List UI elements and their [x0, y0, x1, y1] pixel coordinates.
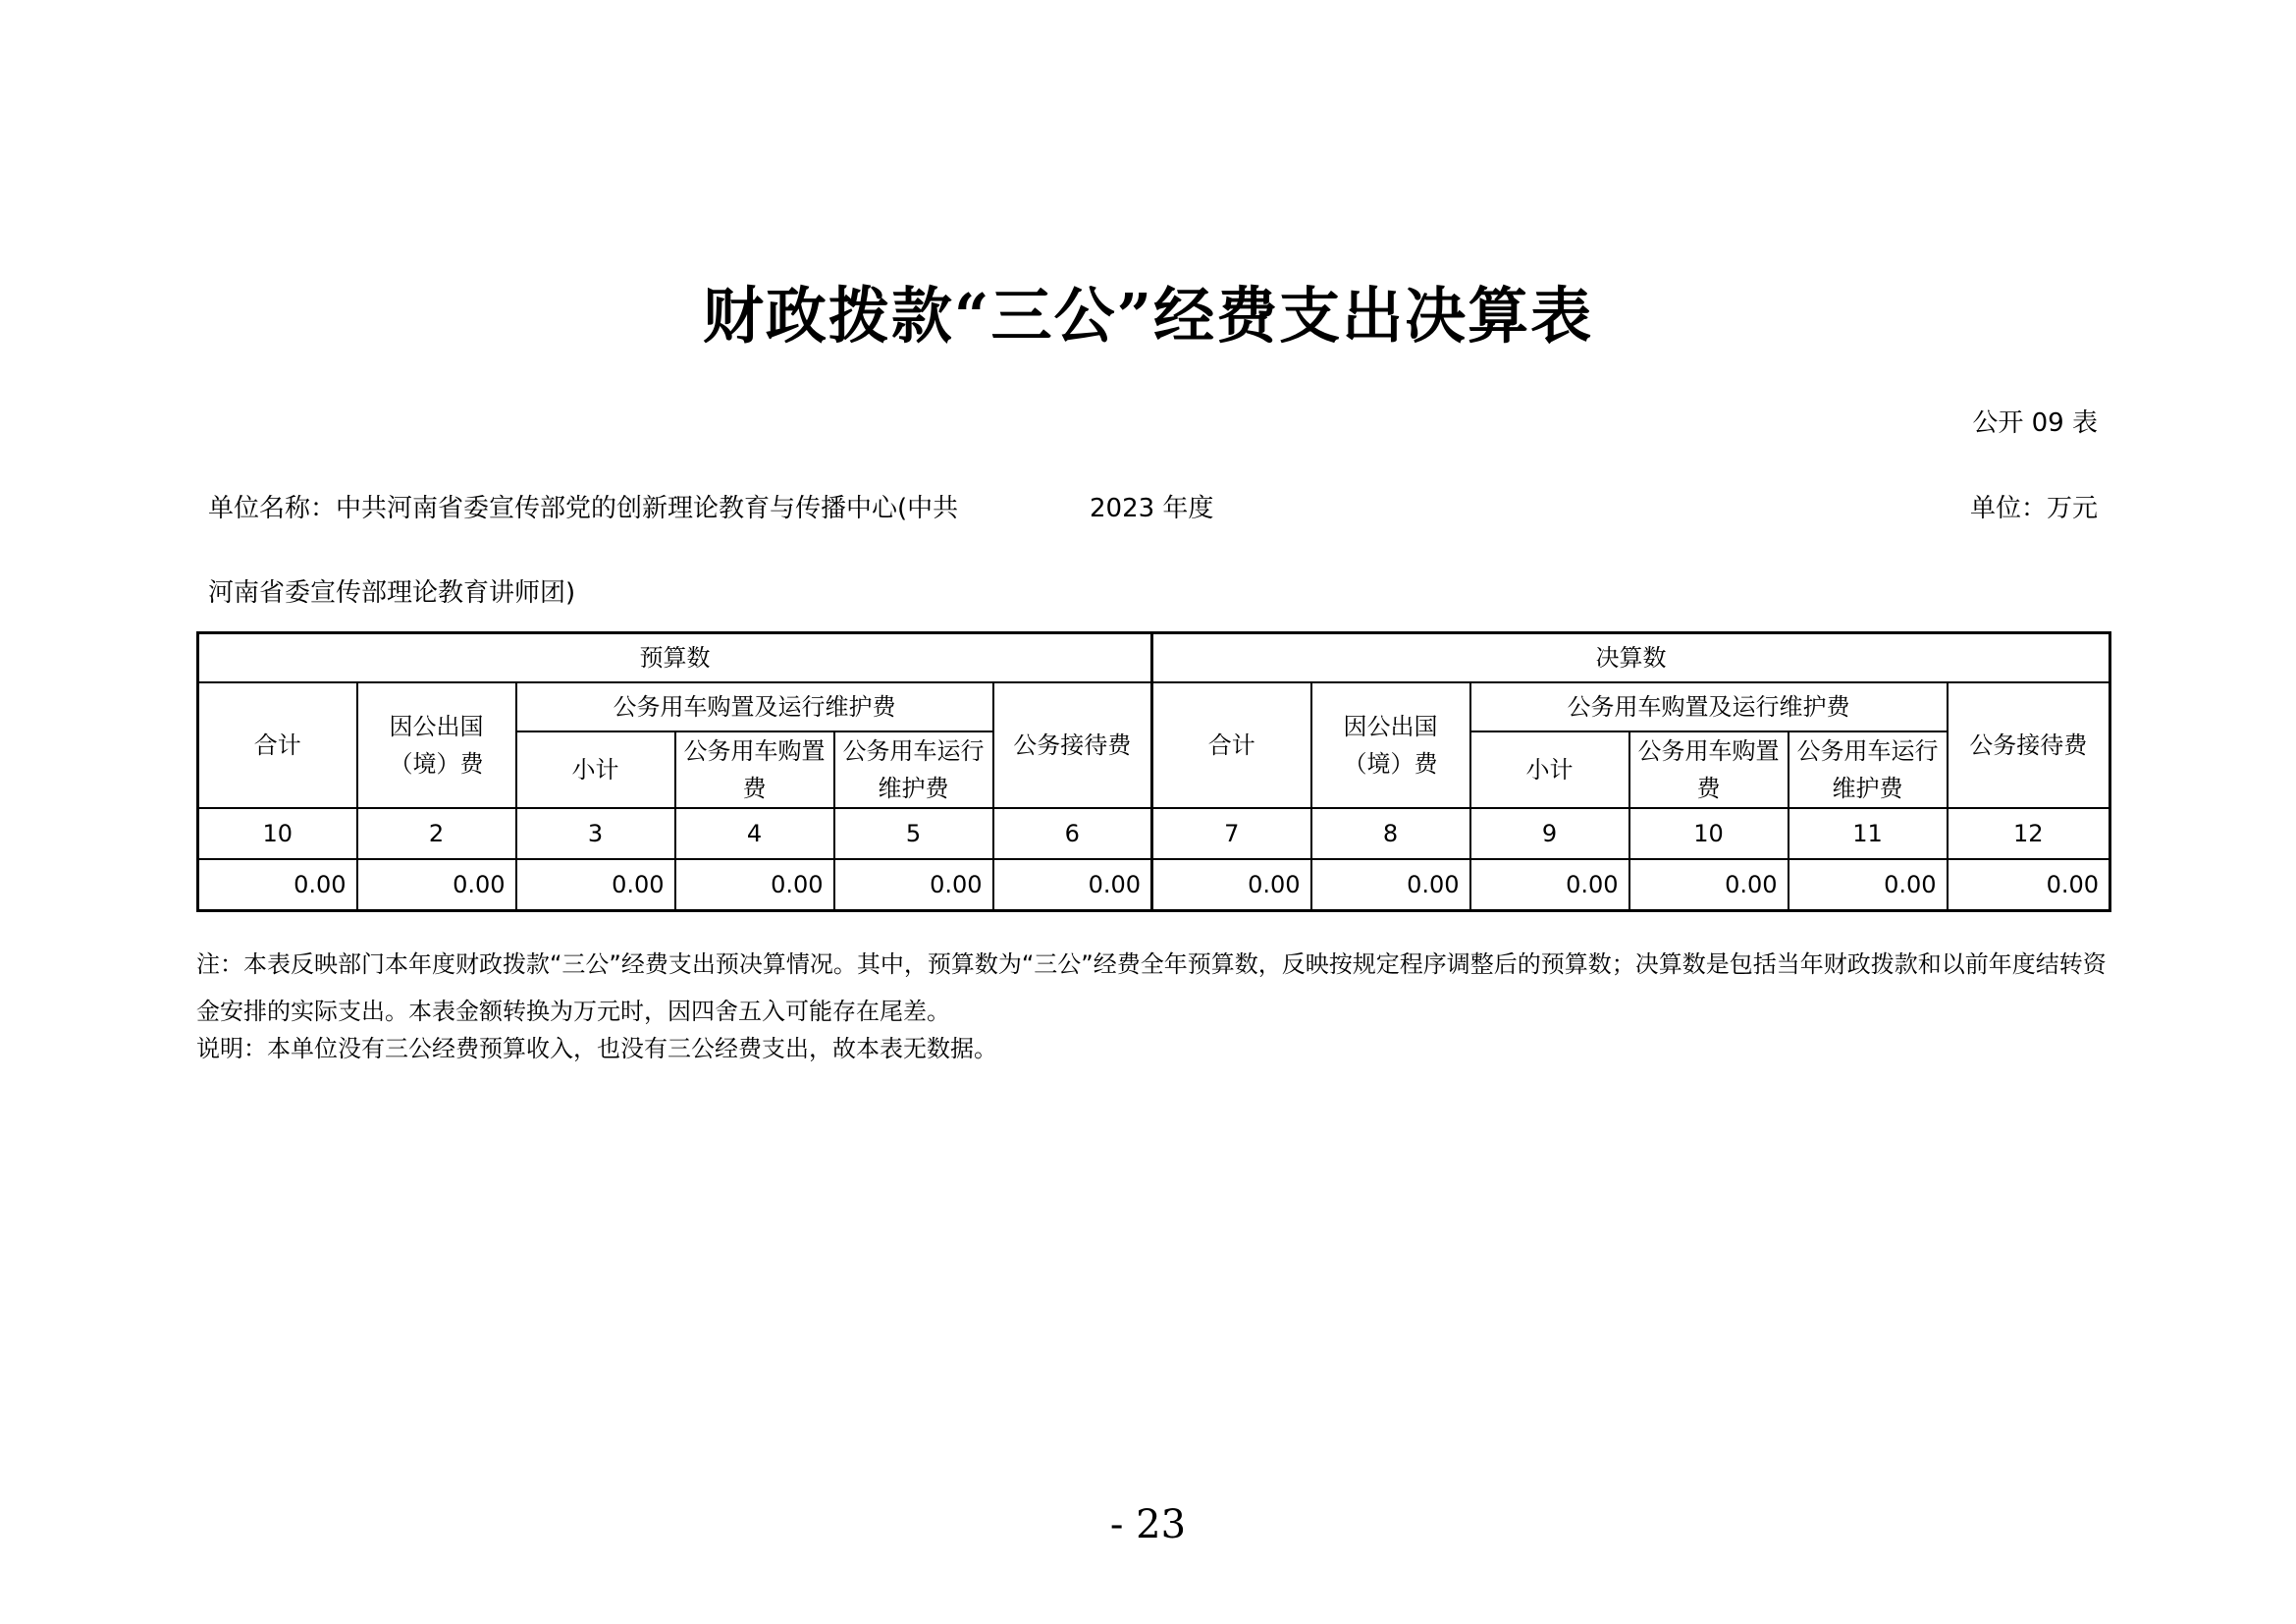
value-cell: 0.00	[1789, 859, 1948, 911]
header-budget-subtotal: 小计	[516, 731, 675, 808]
header-budget-total: 合计	[198, 682, 357, 808]
form-code: 公开 09 表	[1972, 408, 2098, 438]
value-cell: 0.00	[198, 859, 357, 911]
unit-name: 单位名称：中共河南省委宣传部党的创新理论教育与传播中心(中共	[208, 494, 959, 523]
table-index-row	[198, 808, 2110, 859]
value-cell: 0.00	[1470, 859, 1629, 911]
three-public-expenses-table	[196, 631, 2111, 912]
group-header-final: 决算数	[1152, 633, 2110, 683]
value-cell: 0.00	[675, 859, 834, 911]
table-note: 注：本表反映部门本年度财政拨款“三公”经费支出预决算情况。其中，预算数为“三公”经费全年预算数，反映按规定程序调整后的预算数；决算数是包括当年财政拨款和以前年度结转资金安排的实际支出。本表金额转换为万元时，因四舍五入可能存在尾差。	[196, 950, 2107, 1025]
value-cell: 0.00	[1629, 859, 1789, 911]
table-header-row	[198, 682, 2110, 731]
index-cell: 3	[516, 808, 675, 859]
index-cell: 11	[1789, 808, 1948, 859]
header-budget-vehicle: 公务用车购置及运行维护费	[516, 682, 993, 731]
currency-unit: 单位：万元	[1969, 494, 2098, 523]
index-cell: 4	[675, 808, 834, 859]
header-budget-vehicle-operation: 公务用车运行维护费	[834, 731, 993, 808]
page-title: 财政拨款“三公”经费支出决算表	[702, 280, 1594, 352]
value-cell: 0.00	[1948, 859, 2110, 911]
table-value-row	[198, 859, 2110, 911]
header-final-vehicle-operation: 公务用车运行维护费	[1789, 731, 1948, 808]
value-cell: 0.00	[1311, 859, 1470, 911]
value-cell: 0.00	[834, 859, 993, 911]
table-group-header-row	[198, 633, 2110, 683]
header-final-total: 合计	[1152, 682, 1311, 808]
index-cell: 12	[1948, 808, 2110, 859]
page-number: - 23	[1109, 1502, 1187, 1547]
header-final-subtotal: 小计	[1470, 731, 1629, 808]
value-cell: 0.00	[516, 859, 675, 911]
group-header-budget: 预算数	[198, 633, 1152, 683]
value-cell: 0.00	[1152, 859, 1311, 911]
index-cell: 2	[357, 808, 516, 859]
header-final-reception: 公务接待费	[1948, 682, 2110, 808]
header-budget-vehicle-purchase: 公务用车购置费	[675, 731, 834, 808]
header-final-vehicle: 公务用车购置及运行维护费	[1470, 682, 1948, 731]
index-cell: 10	[1629, 808, 1789, 859]
index-cell: 9	[1470, 808, 1629, 859]
header-final-vehicle-purchase: 公务用车购置费	[1629, 731, 1789, 808]
index-cell: 10	[198, 808, 357, 859]
unit-name-continued: 河南省委宣传部理论教育讲师团)	[208, 578, 576, 608]
value-cell: 0.00	[993, 859, 1152, 911]
header-budget-abroad: 因公出国（境）费	[357, 682, 516, 808]
value-cell: 0.00	[357, 859, 516, 911]
index-cell: 5	[834, 808, 993, 859]
index-cell: 7	[1152, 808, 1311, 859]
index-cell: 6	[993, 808, 1152, 859]
index-cell: 8	[1311, 808, 1470, 859]
header-budget-reception: 公务接待费	[993, 682, 1152, 808]
table-explanation: 说明：本单位没有三公经费预算收入，也没有三公经费支出，故本表无数据。	[196, 1035, 997, 1062]
fiscal-year: 2023 年度	[1090, 494, 1214, 523]
header-final-abroad: 因公出国（境）费	[1311, 682, 1470, 808]
